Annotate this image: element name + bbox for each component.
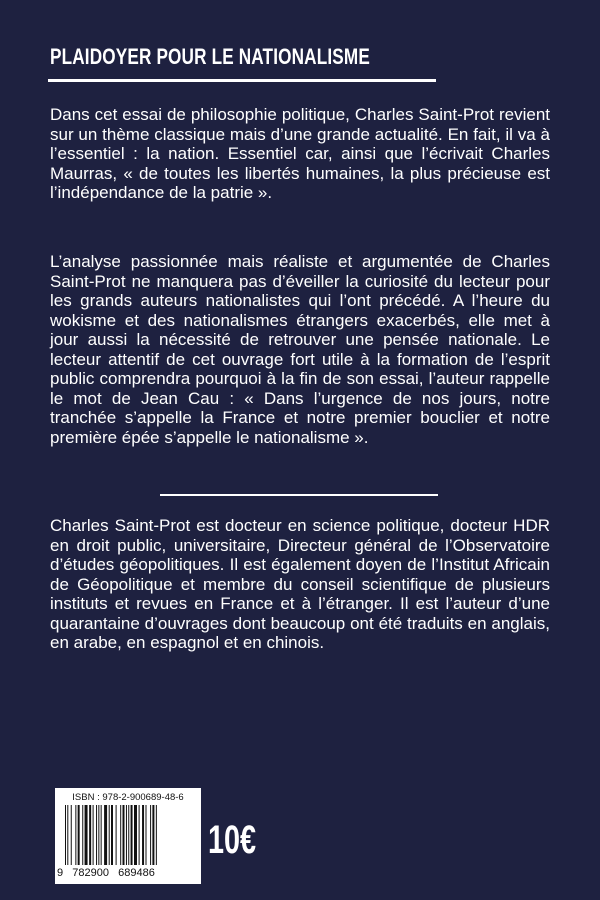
barcode-icon [65,805,193,865]
barcode-box [55,788,201,884]
summary-paragraph-2: L’analyse passionnée mais réaliste et argumentée de Charles Saint-Prot ne manquera pas d’éveiller la curiosité du lecteur pour les grands auteurs nationalistes qui l’ont précédé. A l’heure du wokisme et des nationalismes étrangers exacerbés, elle met à jour aussi la nécessité de retrouver une pensée nationale. Le lecteur attentif de cet ouvrage fort utile à la formation de l’esprit public comprendra pourquoi à la fin de son essai, l’auteur rappelle le mot de Jean Cau : « Dans l’urgence de nos jours, notre tranchée s’appelle la France et notre premier bouclier et notre première épée s’appelle le nationalisme ». [50,252,550,447]
isbn-label: ISBN : 978-2-900689-48-6 [72,792,184,803]
section-divider [160,494,438,496]
title-underline [48,79,436,82]
price-label: 10€ [208,818,257,862]
page-title: PLAIDOYER POUR LE NATIONALISME [50,44,370,69]
barcode-digits: 9 782900 689486 [57,867,155,879]
summary-paragraph-1: Dans cet essai de philosophie politique, Charles Saint-Prot revient sur un thème classique mais d’une grande actualité. En fait, il va à l’essentiel : la nation. Essentiel car, ainsi que l’écrivait Charles Maurras, « de toutes les libertés humaines, la plus précieuse est l’indépendance de la patrie ». [50,105,550,202]
author-bio-paragraph: Charles Saint-Prot est docteur en science politique, docteur HDR en droit public, universitaire, Directeur général de l’Observatoire d’études géopolitiques. Il est également doyen de l’Institut Africain de Géopolitique et membre du conseil scientifique de plusieurs instituts et revues en France et à l’étranger. Il est l’auteur d’une quarantaine d’ouvrages dont beaucoup ont été traduits en anglais, en arabe, en espagnol et en chinois. [50,516,550,652]
